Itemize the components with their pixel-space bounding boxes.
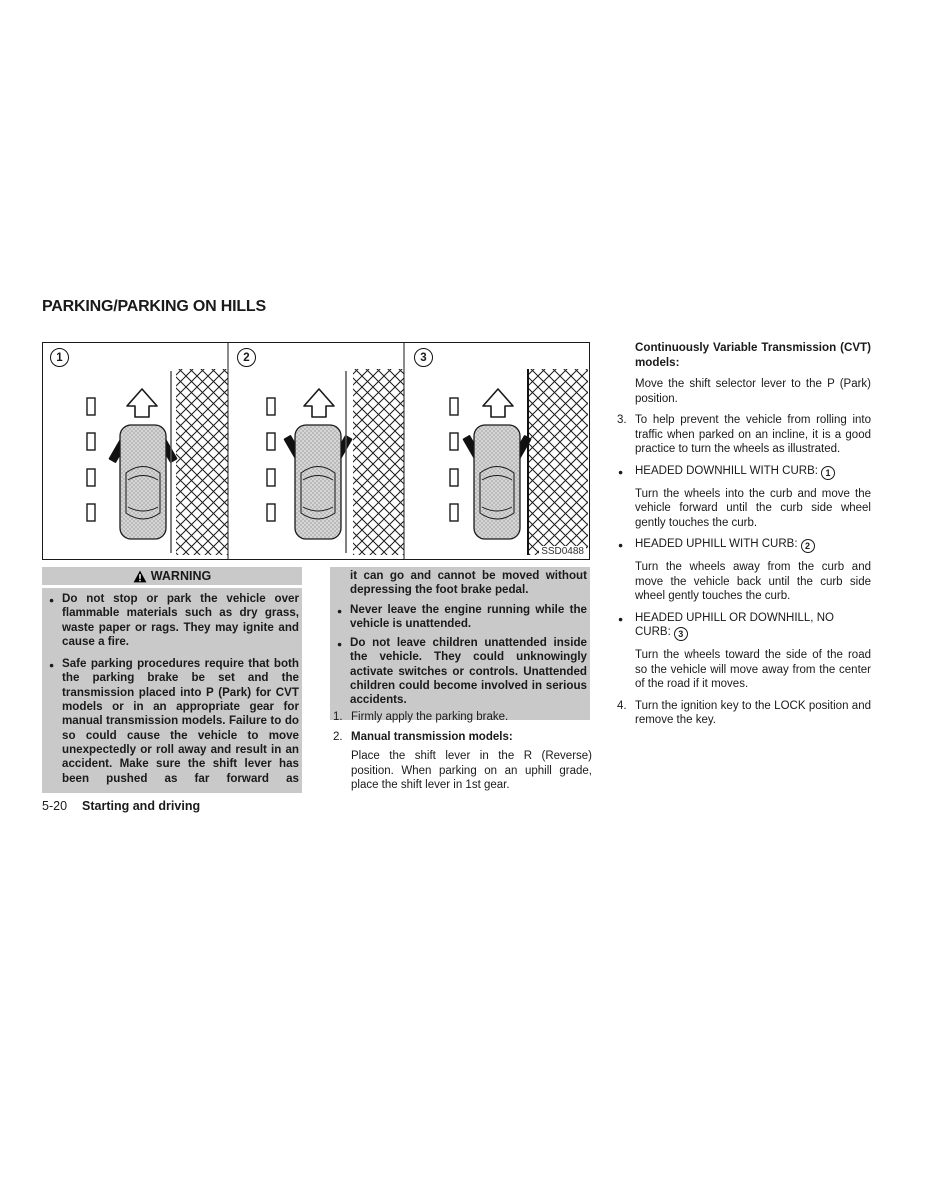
car-top-view xyxy=(108,425,177,539)
sidewalk-hatch xyxy=(176,369,228,555)
circled-ref-2: 2 xyxy=(801,539,815,553)
figure-code: SSD0488 xyxy=(541,546,584,557)
panel-1 xyxy=(87,369,228,555)
panel-3 xyxy=(450,369,588,555)
headed-uphill-bullet xyxy=(617,537,871,553)
panel-3-number: 3 xyxy=(414,348,433,367)
warning-header xyxy=(42,567,302,585)
step-number: 3. xyxy=(617,414,627,426)
car-top-view xyxy=(462,425,531,539)
headed-downhill-bullet xyxy=(617,464,871,480)
warning-box-left xyxy=(42,567,302,793)
procedure-steps xyxy=(330,710,592,793)
step-text: To help prevent the vehicle from rolling into traffic when parked on an incline, it is a good practice to turn the wheels as illustrated. xyxy=(635,414,871,455)
warning-bullet: ● Safe parking procedures require that both the parking brake be set and the transmission placed into P (Park) for CVT models or in an appropriate gear for manual transmission models. Failure to do so could cause the vehicle to move unexpectedly or roll away and result in an accident. Make sure the shift lever has been pushed as far forward as xyxy=(42,657,299,786)
circled-ref-1: 1 xyxy=(821,466,835,480)
footer-section-title: Starting and driving xyxy=(82,799,201,813)
warning-bullet: ● Do not leave children unattended inside the vehicle. They could unknowingly activate switches or controls. Unattended children could become involved in serious accidents. xyxy=(330,636,587,707)
warning-body-middle xyxy=(330,567,590,720)
page-title: PARKING/PARKING ON HILLS xyxy=(42,297,266,315)
lane-markers xyxy=(267,398,275,521)
warning-box-middle xyxy=(330,567,590,720)
sidewalk-hatch xyxy=(353,369,404,555)
bullet-label: HEADED DOWNHILL WITH CURB: xyxy=(635,464,818,477)
no-curb-body: Turn the wheels toward the side of the road so the vehicle will move away from the center of the road if it moves. xyxy=(635,649,871,690)
car-top-view xyxy=(283,425,352,539)
step-3 xyxy=(617,413,871,457)
panel-1-number: 1 xyxy=(50,348,69,367)
warning-continuation: it can go and cannot be moved without depressing the foot brake pedal. xyxy=(350,569,587,597)
cvt-heading: Continuously Variable Transmission (CVT) models: xyxy=(635,341,871,369)
warning-body-left xyxy=(42,588,302,793)
bullet-label: HEADED UPHILL OR DOWNHILL, NO CURB: xyxy=(635,611,834,638)
page-footer xyxy=(42,799,200,813)
step-number: 2. xyxy=(333,730,343,743)
warning-header-label: WARNING xyxy=(150,569,212,583)
bullet-label: HEADED UPHILL WITH CURB: xyxy=(635,538,798,550)
step-2-body: Place the shift lever in the R (Reverse) position. When parking on an uphill grade, place the shift lever in 1st gear. xyxy=(351,750,592,791)
step-text: Firmly apply the parking brake. xyxy=(351,711,509,723)
step-text: Turn the ignition key to the LOCK position and remove the key. xyxy=(635,699,871,726)
step-4 xyxy=(617,699,871,728)
parking-diagram-figure xyxy=(42,342,590,560)
panel-2-number: 2 xyxy=(237,348,256,367)
circled-ref-3: 3 xyxy=(674,627,688,641)
footer-page-number: 5-20 xyxy=(42,799,68,813)
cvt-body: Move the shift selector lever to the P (Park) position. xyxy=(635,378,871,405)
step-2 xyxy=(330,730,592,745)
no-curb-bullet xyxy=(617,611,871,642)
step-label: Manual transmission models: xyxy=(351,730,513,743)
direction-arrow-icon xyxy=(127,389,157,417)
sidewalk-hatch xyxy=(529,369,588,555)
parking-diagram-graphic xyxy=(43,343,589,559)
step-1 xyxy=(330,710,592,725)
direction-arrow-icon xyxy=(304,389,334,417)
headed-downhill-body: Turn the wheels into the curb and move the vehicle forward until the curb side wheel gently touches the curb. xyxy=(635,487,871,529)
lane-markers xyxy=(87,398,95,521)
direction-arrow-icon xyxy=(483,389,513,417)
panel-2 xyxy=(267,369,404,555)
step-number: 4. xyxy=(617,699,627,712)
warning-bullet: ● Do not stop or park the vehicle over flammable materials such as dry grass, waste paper or rags. They may ignite and cause a fire. xyxy=(42,592,299,649)
headed-uphill-body: Turn the wheels away from the curb and move the vehicle back until the curb side wheel gently touches the curb. xyxy=(635,561,871,602)
warning-bullet: ● Never leave the engine running while the vehicle is unattended. xyxy=(330,603,587,632)
step-number: 1. xyxy=(333,711,343,723)
cvt-column xyxy=(617,341,871,735)
warning-triangle-icon xyxy=(133,570,147,583)
lane-markers xyxy=(450,398,458,521)
